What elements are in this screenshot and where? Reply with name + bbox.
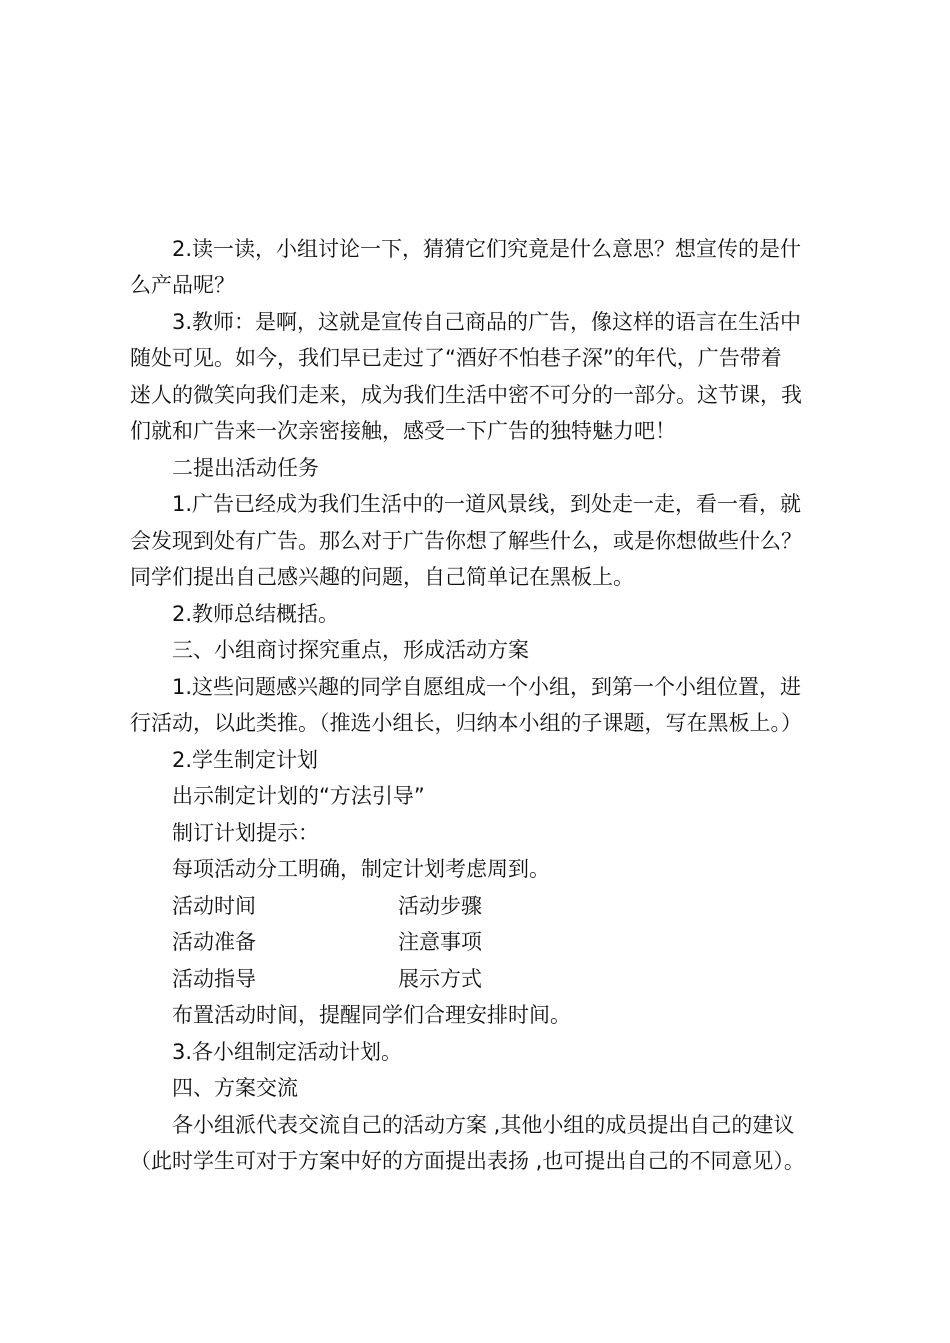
paragraph-line: 2.读一读，小组讨论一下，猜猜它们究竟是什么意思？想宣传的是什 [172, 237, 802, 261]
paragraph-line: 出示制定计划的“方法引导” [172, 784, 425, 808]
paragraph-line: 同学们提出自己感兴趣的问题，自己简单记在黑板上。 [130, 565, 634, 589]
section-heading: 四、方案交流 [172, 1076, 298, 1100]
paragraph-line: 迷人的微笑向我们走来，成为我们生活中密不可分的一部分。这节课，我 [130, 383, 802, 407]
paragraph-line: 们就和广告来一次亲密接触，感受一下广告的独特魅力吧！ [130, 419, 676, 443]
paragraph-line: 么产品呢？ [130, 273, 235, 297]
paragraph-line: 3.教师：是啊，这就是宣传自己商品的广告，像这样的语言在生活中 [172, 310, 802, 334]
plan-item-right: 展示方式 [398, 967, 482, 991]
paragraph-line: 会发现到处有广告。那么对于广告你想了解些什么，或是你想做些什么？ [130, 529, 802, 553]
paragraph-line: （此时学生可对于方案中好的方面提出表扬 ,也可提出自己的不同意见）。 [130, 1149, 805, 1173]
paragraph-line: 各小组派代表交流自己的活动方案 ,其他小组的成员提出自己的建议 [172, 1113, 795, 1137]
paragraph-line: 1.这些问题感兴趣的同学自愿组成一个小组，到第一个小组位置，进 [172, 675, 802, 699]
paragraph-line: 2.教师总结概括。 [172, 602, 340, 626]
paragraph-line: 1.广告已经成为我们生活中的一道风景线，到处走一走，看一看，就 [172, 492, 802, 516]
paragraph-line: 制订计划提示： [172, 821, 319, 845]
section-heading: 二提出活动任务 [172, 456, 319, 480]
paragraph-line: 布置活动时间，提醒同学们合理安排时间。 [172, 1003, 571, 1027]
paragraph-line: 每项活动分工明确，制定计划考虑周到。 [172, 857, 550, 881]
paragraph-line: 行活动，以此类推。（推选小组长，归纳本小组的子课题，写在黑板上。） [130, 711, 802, 735]
plan-item-right: 活动步骤 [398, 894, 482, 918]
paragraph-line: 3.各小组制定活动计划。 [172, 1040, 403, 1064]
paragraph-line: 随处可见。如今，我们早已走过了“酒好不怕巷子深”的年代，广告带着 [130, 346, 782, 370]
plan-item-left: 活动指导 [172, 967, 256, 991]
section-heading: 三、小组商讨探究重点，形成活动方案 [172, 638, 529, 662]
plan-item-left: 活动时间 [172, 894, 256, 918]
plan-item-right: 注意事项 [398, 930, 482, 954]
plan-item-left: 活动准备 [172, 930, 256, 954]
paragraph-line: 2.学生制定计划 [172, 748, 319, 772]
